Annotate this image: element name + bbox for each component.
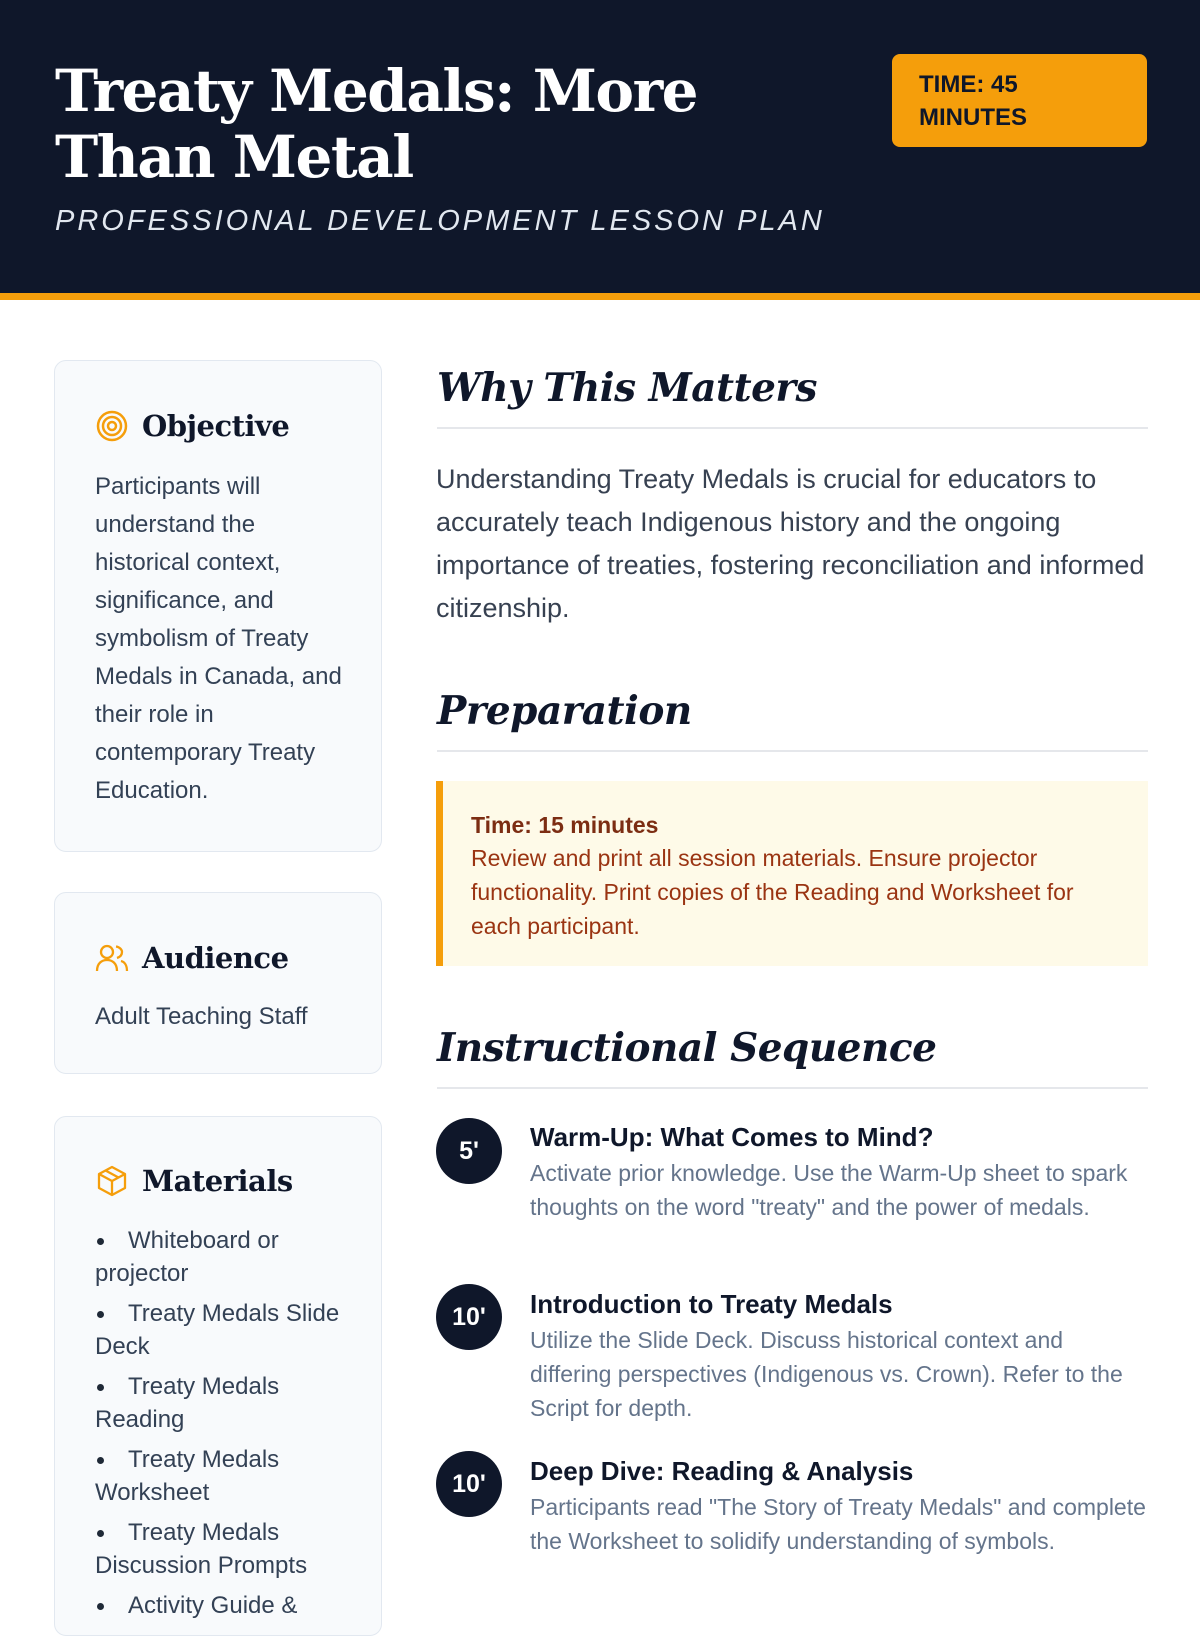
preparation-heading: Preparation: [437, 688, 692, 734]
list-item: Activity Guide &: [95, 1589, 345, 1622]
objective-header: [94, 408, 289, 444]
users-icon: [94, 940, 130, 976]
why-text: Understanding Treaty Medals is crucial for educators to accurately teach Indigenous history and the ongoing importance of treaties, fostering reconciliation and informed citizenship.: [436, 464, 1145, 623]
time-badge: TIME: 45 MINUTES: [892, 54, 1147, 147]
step-description: Participants read "The Story of Treaty Medals" and complete the Worksheet to solidify understanding of symbols.: [530, 1494, 1146, 1554]
step-duration-badge: 10': [436, 1284, 502, 1350]
objective-text: Participants will understand the historical context, significance, and symbolism of Treaty Medals in Canada, and their role in contemporary Treaty Education.: [95, 473, 342, 804]
divider: [437, 750, 1148, 752]
why-heading: Why This Matters: [437, 365, 817, 411]
divider: [437, 427, 1148, 429]
page-subtitle: PROFESSIONAL DEVELOPMENT LESSON PLAN: [55, 205, 825, 237]
list-item: Treaty Medals Discussion Prompts: [95, 1516, 345, 1582]
list-item: Treaty Medals Reading: [95, 1370, 345, 1436]
step-duration-badge: 5': [436, 1118, 502, 1184]
step-description: Activate prior knowledge. Use the Warm-Up sheet to spark thoughts on the word "treaty" and the power of medals.: [530, 1160, 1128, 1220]
step-title: Deep Dive: Reading & Analysis: [530, 1456, 914, 1486]
list-item: Treaty Medals Worksheet: [95, 1443, 345, 1509]
step-title: Warm-Up: What Comes to Mind?: [530, 1122, 934, 1152]
page-header: [0, 0, 1200, 300]
preparation-callout: [436, 781, 1148, 966]
list-item: Whiteboard or projector: [95, 1224, 345, 1290]
audience-header: [94, 940, 289, 976]
preparation-text: Review and print all session materials. Ensure projector functionality. Print copies of the Reading and Worksheet for each participant.: [471, 845, 1074, 939]
target-icon: [94, 408, 130, 444]
sequence-heading: Instructional Sequence: [437, 1025, 937, 1071]
objective-title: Objective: [142, 409, 290, 443]
materials-header: [94, 1163, 293, 1199]
page-title: Treaty Medals: More Than Metal: [55, 57, 698, 191]
audience-title: Audience: [142, 941, 289, 975]
audience-card: [54, 892, 382, 1074]
preparation-time: Time: 15 minutes: [471, 812, 659, 838]
step-duration-badge: 10': [436, 1451, 502, 1517]
materials-list: [95, 1224, 345, 1629]
box-icon: [94, 1163, 130, 1199]
materials-title: Materials: [142, 1164, 293, 1198]
audience-text: Adult Teaching Staff: [95, 1003, 308, 1030]
step-description: Utilize the Slide Deck. Discuss historical context and differing perspectives (Indigenous vs. Crown). Refer to the Script for depth.: [530, 1327, 1123, 1421]
divider: [437, 1087, 1148, 1089]
step-title: Introduction to Treaty Medals: [530, 1289, 893, 1319]
list-item: Treaty Medals Slide Deck: [95, 1297, 345, 1363]
